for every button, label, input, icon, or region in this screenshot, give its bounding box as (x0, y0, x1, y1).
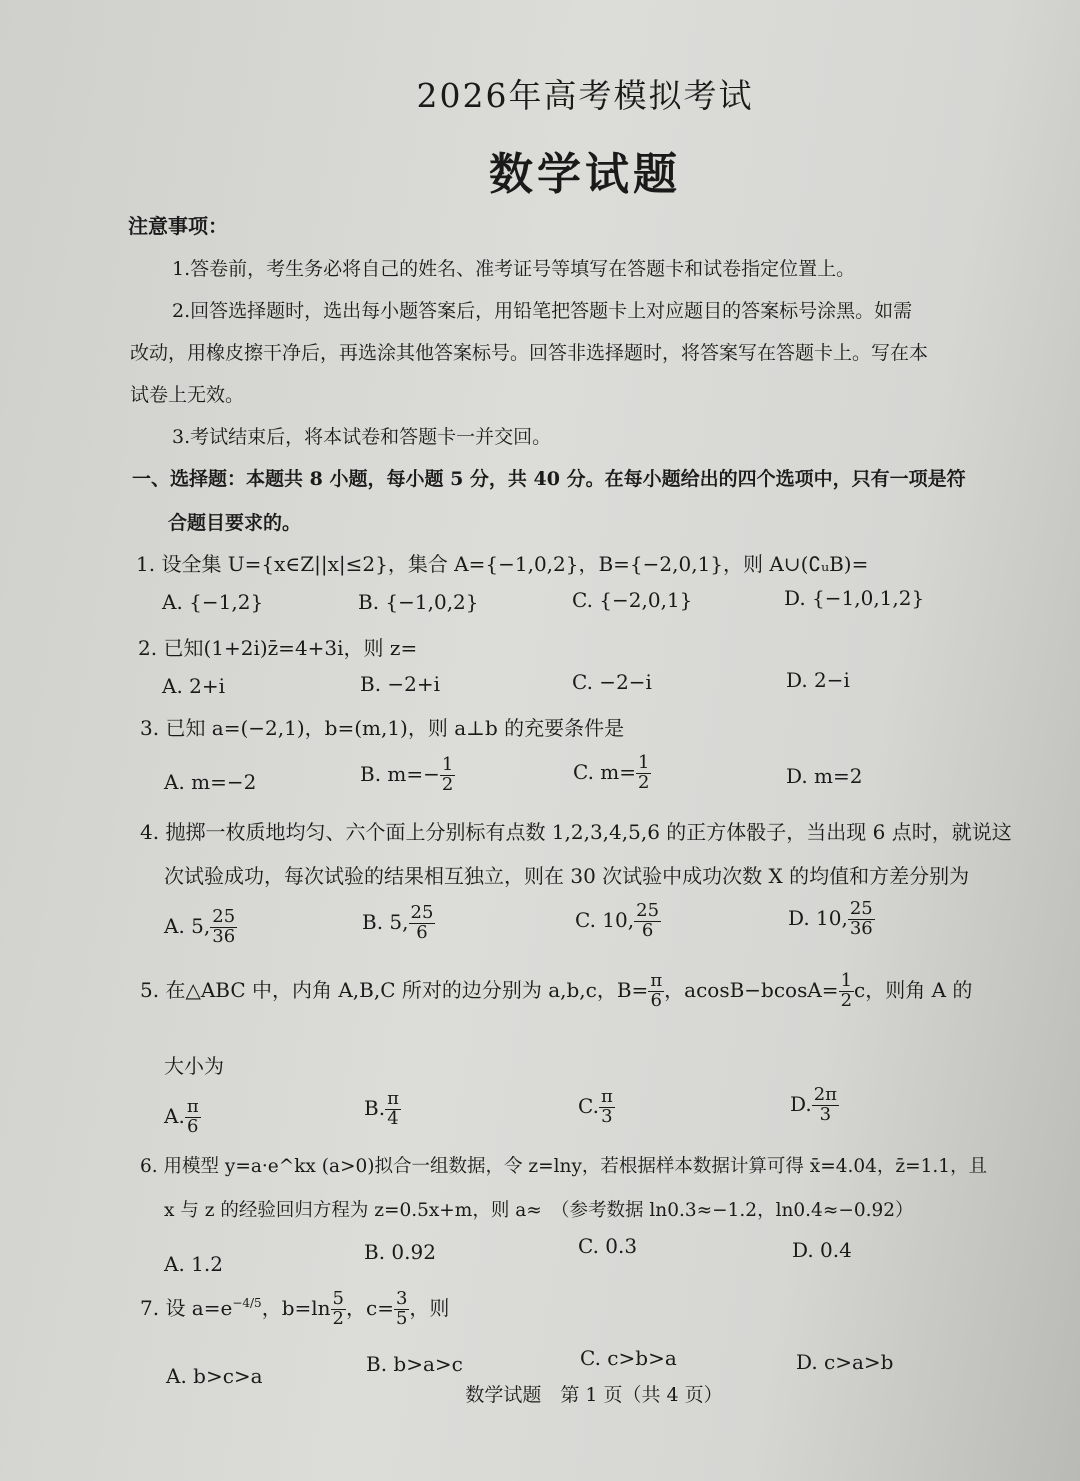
fraction-numerator: 25 (410, 902, 434, 923)
option-prefix: D. 10, (788, 905, 848, 930)
q7-stem-part: ，b=ln (261, 1295, 331, 1320)
question-5-stem-line2: 大小为 (164, 1054, 224, 1078)
option-prefix: C. (578, 1093, 599, 1118)
option-prefix: D. (790, 1091, 812, 1116)
q7-stem-part: ，c= (346, 1295, 394, 1320)
fraction (636, 754, 651, 793)
fraction-numerator: π (650, 970, 663, 991)
question-2-stem: 2. 已知(1+2i)z̄=4+3i，则 z= (138, 636, 418, 660)
q6-option-c: C. 0.3 (578, 1234, 638, 1258)
q4-option-b (362, 904, 435, 943)
fraction-denominator: 6 (416, 921, 428, 943)
fraction-denominator: 3 (819, 1103, 832, 1125)
option-prefix: A. 5, (164, 913, 211, 938)
fraction (385, 1090, 401, 1129)
q7-option-c: C. c>b>a (580, 1346, 677, 1370)
q1-option-d: D. {−1,0,1,2} (784, 586, 925, 610)
option-prefix: C. 10, (575, 907, 635, 932)
q3-option-d: D. m=2 (786, 764, 863, 788)
question-4-stem-line2: 次试验成功，每次试验的结果相互独立，则在 30 次试验中成功次数 X 的均值和方差分别为 (164, 864, 970, 888)
fraction (648, 972, 664, 1011)
q7-stem-part: ，则 (409, 1295, 450, 1320)
note-item: 3.考试结束后，将本试卷和答题卡一并交回。 (172, 426, 552, 448)
fraction (812, 1086, 839, 1125)
note-item: 试卷上无效。 (130, 384, 245, 406)
fraction-numerator: π (186, 1096, 199, 1117)
fraction-denominator: 5 (395, 1307, 408, 1329)
q4-option-a (164, 908, 237, 947)
q6-option-d: D. 0.4 (792, 1238, 852, 1262)
fraction-denominator: 36 (212, 925, 236, 947)
exam-subtitle: 2026年高考模拟考试 (416, 76, 754, 115)
q5-option-b (364, 1090, 401, 1129)
question-7-stem (140, 1290, 449, 1329)
q2-option-c: C. −2−i (572, 670, 652, 694)
note-item: 2.回答选择题时，选出每小题答案后，用铅笔把答题卡上对应题目的答案标号涂黑。如需 (172, 300, 913, 322)
q6-option-a: A. 1.2 (164, 1252, 223, 1276)
q2-option-b: B. −2+i (360, 672, 441, 696)
page-footer: 数学试题 第 1 页（共 4 页） (465, 1384, 723, 1406)
q7-stem-part: 7. 设 a=e (140, 1295, 233, 1320)
question-1-stem: 1. 设全集 U={x∈Z||x|≤2}，集合 A={−1,0,2}，B={−2,0,1}，则 A∪(∁ᵤB)= (136, 552, 869, 576)
q3-option-a: A. m=−2 (164, 770, 257, 794)
fraction-denominator: 2 (332, 1307, 344, 1329)
fraction-numerator: 25 (212, 906, 236, 927)
fraction-denominator: 3 (601, 1105, 613, 1127)
fraction-denominator: 2 (840, 989, 853, 1011)
notes-heading: 注意事项： (128, 214, 228, 238)
fraction (394, 1290, 409, 1329)
question-3-stem: 3. 已知 a=(−2,1)，b=(m,1)，则 a⊥b 的充要条件是 (140, 716, 625, 740)
q3-option-c-prefix: C. m= (573, 759, 637, 784)
q1-option-b: B. {−1,0,2} (358, 590, 479, 614)
q7-option-d: D. c>a>b (796, 1350, 894, 1374)
fraction-numerator: 1 (441, 754, 454, 775)
fraction-numerator: 1 (840, 970, 853, 991)
fraction-numerator: 25 (636, 900, 660, 921)
fraction-denominator: 4 (387, 1107, 399, 1129)
question-5-stem-line1 (140, 972, 972, 1011)
fraction (440, 756, 455, 795)
question-4-stem-line1: 4. 抛掷一枚质地均匀、六个面上分别标有点数 1,2,3,4,5,6 的正方体骰子，当出现 6 点时，就说这 (140, 820, 1012, 844)
fraction (839, 972, 854, 1011)
q6-option-b: B. 0.92 (364, 1240, 436, 1264)
fraction-denominator: 36 (849, 917, 873, 939)
q5-stem-part: ，acosB−bcosA= (664, 977, 839, 1002)
q7-option-b: B. b>a>c (366, 1352, 463, 1376)
fraction-numerator: 2π (813, 1084, 837, 1105)
q1-option-c: C. {−2,0,1} (572, 588, 693, 612)
fraction (331, 1290, 346, 1329)
fraction (210, 908, 237, 947)
fraction-denominator: 6 (187, 1115, 199, 1137)
section-heading: 一、选择题：本题共 8 小题，每小题 5 分，共 40 分。在每小题给出的四个选项中，只有一项是符 (132, 468, 966, 490)
option-prefix: B. 5, (362, 909, 409, 934)
q3-option-c (573, 754, 651, 793)
fraction (185, 1098, 201, 1137)
section-heading-cont: 合题目要求的。 (168, 512, 302, 534)
fraction-denominator: 2 (638, 771, 650, 793)
fraction (599, 1088, 615, 1127)
fraction-denominator: 2 (441, 773, 454, 795)
option-prefix: A. (164, 1103, 185, 1128)
question-6-stem-line1: 6. 用模型 y=a·e^kx (a>0)拟合一组数据，令 z=lny，若根据样本数据计算可得 x̄=4.04，z̄=1.1，且 (140, 1156, 988, 1177)
note-item: 改动，用橡皮擦干净后，再选涂其他答案标号。回答非选择题时，将答案写在答题卡上。写在本 (130, 342, 929, 364)
fraction-numerator: 25 (849, 898, 873, 919)
q3-option-b-prefix: B. m=− (360, 761, 440, 786)
q2-option-a: A. 2+i (162, 674, 226, 698)
q5-stem-part: c，则角 A 的 (854, 977, 973, 1002)
fraction-numerator: π (387, 1088, 399, 1109)
fraction-denominator: 6 (641, 919, 654, 941)
q7-exponent: −4/5 (232, 1296, 262, 1311)
q4-option-c (575, 902, 661, 941)
fraction-denominator: 6 (650, 989, 662, 1011)
q5-stem-part: 5. 在△ABC 中，内角 A,B,C 所对的边分别为 a,b,c，B= (140, 977, 649, 1002)
exam-title: 数学试题 (489, 149, 681, 200)
fraction-numerator: π (600, 1086, 613, 1107)
fraction (409, 904, 436, 943)
note-item: 1.答卷前，考生务必将自己的姓名、准考证号等填写在答题卡和试卷指定位置上。 (172, 258, 856, 280)
question-6-stem-line2: x 与 z 的经验回归方程为 z=0.5x+m，则 a≈ （参考数据 ln0.3≈−1.2，ln0.4≈−0.92） (164, 1200, 914, 1221)
fraction-numerator: 1 (638, 752, 650, 773)
fraction-numerator: 5 (332, 1288, 344, 1309)
fraction (848, 900, 875, 939)
option-prefix: B. (364, 1095, 386, 1120)
q3-option-b (360, 756, 455, 795)
q4-option-d (788, 900, 875, 939)
fraction (634, 902, 661, 941)
q7-option-a: A. b>c>a (166, 1364, 263, 1388)
q1-option-a: A. {−1,2} (162, 590, 264, 614)
fraction-numerator: 3 (395, 1288, 408, 1309)
q5-option-a (164, 1098, 201, 1137)
q2-option-d: D. 2−i (786, 668, 850, 692)
q5-option-d (790, 1086, 839, 1125)
q5-option-c (578, 1088, 615, 1127)
